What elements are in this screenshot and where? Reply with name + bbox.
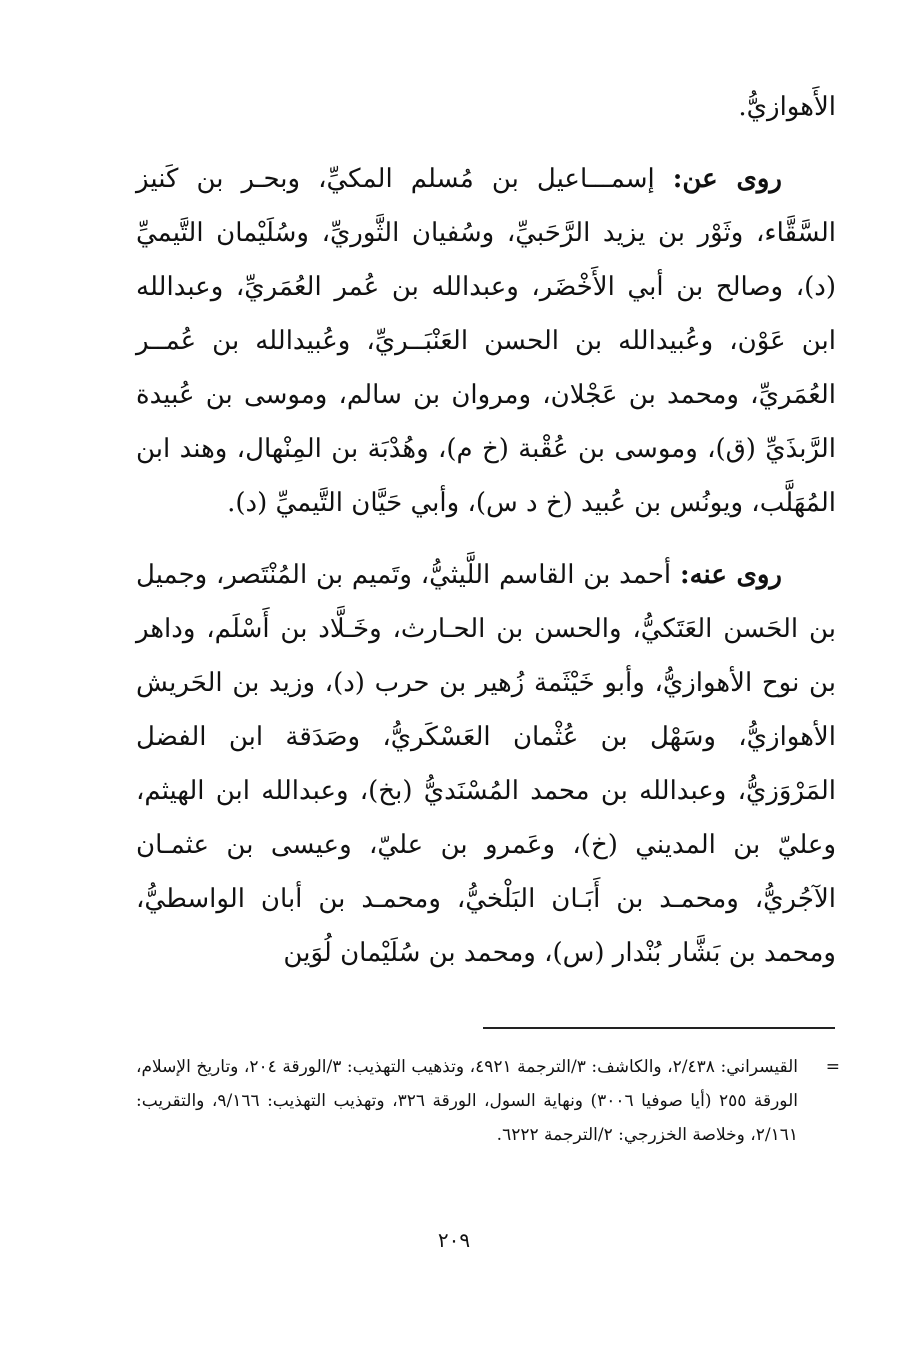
paragraph-label: روى عنه: (679, 560, 782, 590)
footnote-divider (483, 1027, 835, 1029)
narrated-from-paragraph (136, 152, 836, 530)
footnote-text: القيسراني: ٢/٤٣٨، والكاشف: ٣/الترجمة ٤٩٢١، وتذهيب التهذيب: ٣/الورقة ٢٠٤، وتاريخ الإسلام، الورقة ٢٥٥ (أيا صوفيا ٣٠٠٦) ونهاية السول، الورقة ٣٢٦، وتهذيب التهذيب: ٩/١٦٦، والتقريب: ٢/١٦١، وخلاصة الخزرجي: ٢/الترجمة ٦٢٢٢. (136, 1057, 799, 1145)
page-number: ٢٠٩ (437, 1228, 471, 1252)
paragraph-text: أحمد بن القاسم اللَّيثيُّ، وتَميم بن المُنْتَصر، وجميل بن الحَسن العَتَكيُّ، والحسن بن الحـارث، وخَـلَّاد بن أَسْلَم، وداهر بن نوح الأهوازيُّ، وأبو خَيْثَمة زُهير بن حرب (د)، وزيد بن الحَريش الأهوازيُّ، وسَهْل بن عُثْمان العَسْكَريُّ، وصَدَقة ابن الفضل المَرْوَزيُّ، وعبدالله بن محمد المُسْنَديُّ (بخ)، وعبدالله ابن الهيثم، وعليّ بن المديني (خ)، وعَمرو بن عليّ، وعيسى بن عثمـان الآجُريُّ، ومحمـد بن أَبَـان البَلْخيُّ، ومحمـد بن أبان الواسطيُّ، ومحمد بن بَشَّار بُنْدار (س)، ومحمد بن سُلَيْمان لُوَين (136, 560, 836, 968)
paragraph-text: إسمـــاعيل بن مُسلم المكيِّ، وبحـر بن كَنيز السَّقَّاء، وثَوْر بن يزيد الرَّحَبيِّ، وسُفيان الثَّوريِّ، وسُلَيْمان التَّيميِّ (د)، وصالح بن أبي الأَخْضَر، وعبدالله بن عُمر العُمَريِّ، وعبدالله ابن عَوْن، وعُبيدالله بن الحسن العَنْبَــريِّ، وعُبيدالله بن عُمــر العُمَريِّ، ومحمد بن عَجْلان، ومروان بن سالم، وموسى بن عُبيدة الرَّبذَيِّ (ق)، وموسى بن عُقْبة (خ م)، وهُدْبَة بن المِنْهال، وهند ابن المُهَلَّب، ويونُس بن عُبيد (خ د س)، وأبي حَيَّان التَّيميِّ (د). (136, 164, 836, 518)
main-text (136, 80, 836, 980)
narrated-by-paragraph (136, 548, 836, 980)
footnote-continuation-marker: = (825, 1057, 840, 1077)
continued-line: الأَهوازيُّ. (738, 92, 836, 122)
footnote (136, 1050, 840, 1152)
paragraph-label: روى عن: (672, 164, 782, 194)
